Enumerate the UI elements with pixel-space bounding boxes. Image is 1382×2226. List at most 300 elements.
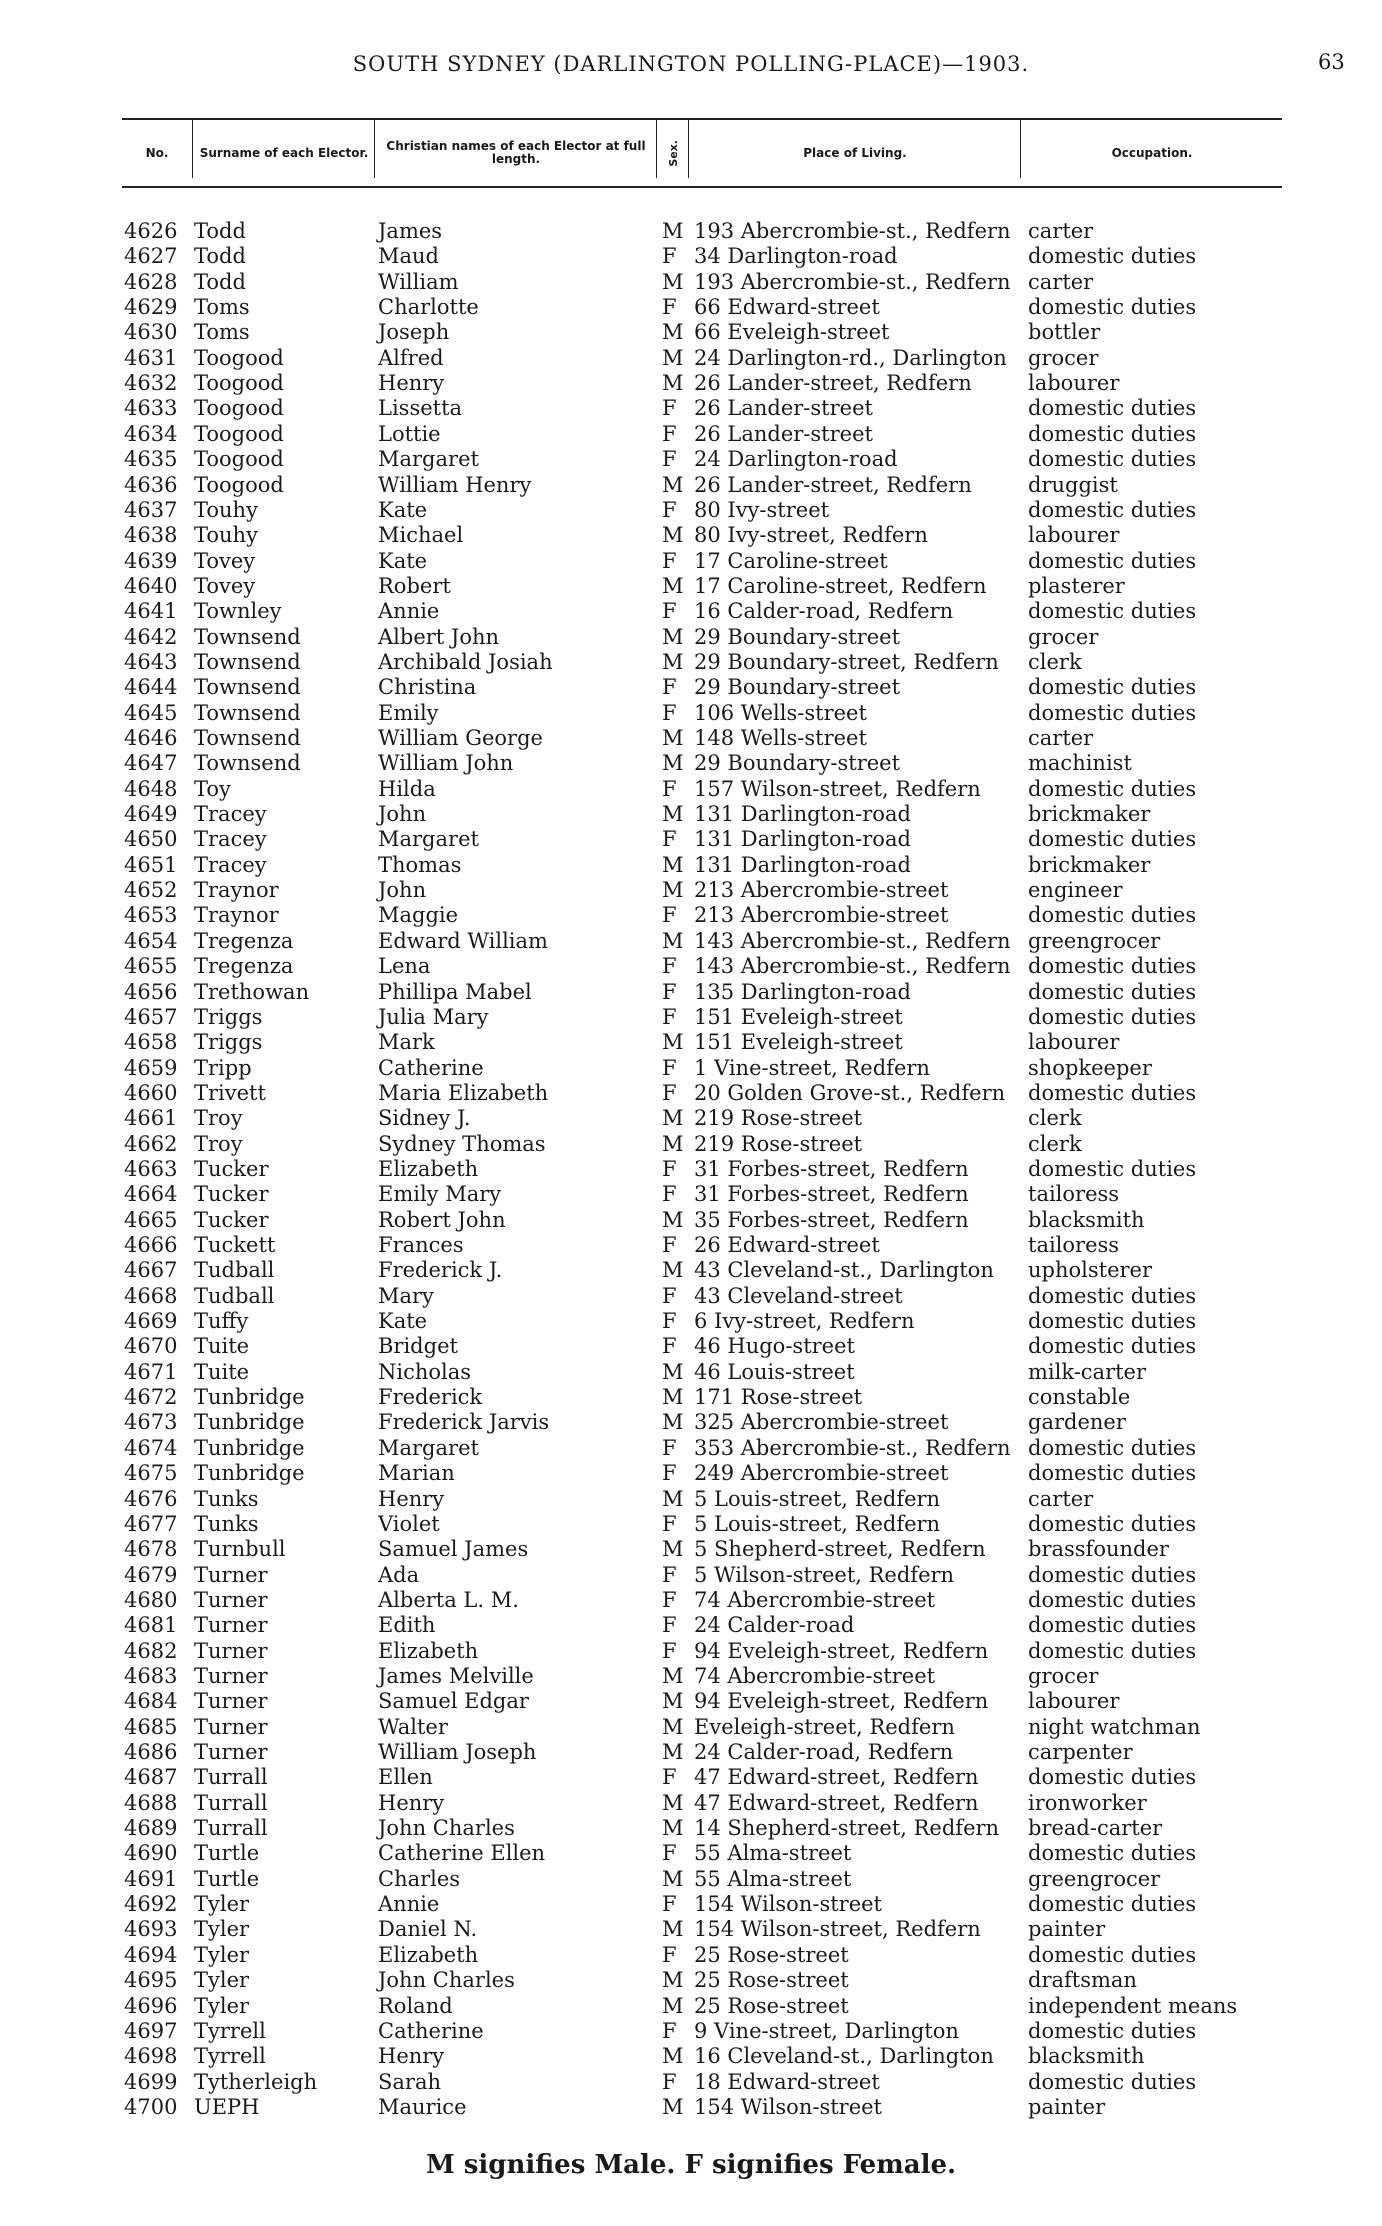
elector-sex: F [662, 1182, 677, 1207]
elector-christian-names: Henry [378, 371, 445, 396]
elector-christian-names: Phillipa Mabel [378, 979, 532, 1004]
table-row [0, 244, 1382, 269]
elector-surname: Tregenza [194, 954, 294, 979]
elector-occupation: domestic duties [1028, 1283, 1197, 1308]
elector-christian-names: Elizabeth [378, 1156, 479, 1181]
elector-place-of-living: 135 Darlington-road [694, 979, 911, 1004]
table-row [0, 1487, 1382, 1512]
elector-place-of-living: 74 Abercrombie-street [694, 1587, 936, 1612]
elector-place-of-living: 66 Edward-street [694, 295, 880, 320]
elector-sex: M [662, 573, 684, 598]
elector-place-of-living: 80 Ivy-street, Redfern [694, 523, 928, 548]
table-row [0, 1461, 1382, 1486]
elector-sex: F [662, 954, 677, 979]
table-row [0, 2044, 1382, 2069]
elector-christian-names: Archibald Josiah [378, 649, 553, 674]
elector-number: 4630 [124, 320, 178, 345]
elector-surname: Tudball [194, 1258, 275, 1283]
elector-place-of-living: 34 Darlington-road [694, 244, 898, 269]
elector-occupation: independent means [1028, 1993, 1238, 2018]
elector-place-of-living: 6 Ivy-street, Redfern [694, 1309, 915, 1334]
elector-place-of-living: 18 Edward-street [694, 2069, 880, 2094]
elector-occupation: domestic duties [1028, 548, 1197, 573]
elector-sex: M [662, 1131, 684, 1156]
elector-surname: Turner [194, 1613, 268, 1638]
table-row [0, 1233, 1382, 1258]
elector-occupation: domestic duties [1028, 447, 1197, 472]
elector-christian-names: Annie [378, 599, 440, 624]
table-row [0, 270, 1382, 295]
elector-christian-names: James Melville [378, 1663, 534, 1688]
elector-number: 4688 [124, 1790, 178, 1815]
table-row [0, 1512, 1382, 1537]
elector-place-of-living: 9 Vine-street, Darlington [694, 2018, 959, 2043]
elector-number: 4651 [124, 852, 178, 877]
elector-place-of-living: 46 Louis-street [694, 1359, 855, 1384]
elector-sex: M [662, 852, 684, 877]
table-row [0, 1867, 1382, 1892]
elector-number: 4697 [124, 2018, 178, 2043]
elector-place-of-living: 55 Alma-street [694, 1841, 852, 1866]
elector-place-of-living: 1 Vine-street, Redfern [694, 1055, 930, 1080]
elector-number: 4647 [124, 751, 178, 776]
elector-surname: Turtle [194, 1841, 260, 1866]
elector-occupation: domestic duties [1028, 903, 1197, 928]
elector-christian-names: Charlotte [378, 295, 479, 320]
elector-sex: F [662, 421, 677, 446]
table-row [0, 1943, 1382, 1968]
elector-christian-names: Margaret [378, 827, 479, 852]
elector-number: 4653 [124, 903, 178, 928]
elector-christian-names: Margaret [378, 1435, 479, 1460]
elector-place-of-living: 131 Darlington-road [694, 852, 911, 877]
elector-sex: F [662, 1613, 677, 1638]
elector-christian-names: Alberta L. M. [378, 1587, 519, 1612]
table-row [0, 498, 1382, 523]
elector-place-of-living: 154 Wilson-street [694, 1892, 882, 1917]
elector-sex: M [662, 1385, 684, 1410]
elector-occupation: brassfounder [1028, 1537, 1169, 1562]
elector-number: 4685 [124, 1714, 178, 1739]
table-row [0, 473, 1382, 498]
elector-occupation: domestic duties [1028, 1004, 1197, 1029]
elector-place-of-living: 213 Abercrombie-street [694, 903, 949, 928]
elector-christian-names: Emily Mary [378, 1182, 502, 1207]
elector-christian-names: Edith [378, 1613, 436, 1638]
elector-occupation: domestic duties [1028, 1638, 1197, 1663]
elector-number: 4678 [124, 1537, 178, 1562]
elector-number: 4696 [124, 1993, 178, 2018]
elector-sex: F [662, 447, 677, 472]
elector-number: 4669 [124, 1309, 178, 1334]
elector-number: 4683 [124, 1663, 178, 1688]
elector-christian-names: Marian [378, 1461, 455, 1486]
elector-surname: Troy [194, 1131, 243, 1156]
elector-place-of-living: 16 Cleveland-st., Darlington [694, 2044, 994, 2069]
elector-christian-names: Albert John [378, 624, 500, 649]
elector-number: 4684 [124, 1689, 178, 1714]
elector-sex: F [662, 776, 677, 801]
elector-occupation: blacksmith [1028, 2044, 1145, 2069]
elector-occupation: carter [1028, 269, 1094, 294]
elector-sex: F [662, 497, 677, 522]
elector-sex: M [662, 624, 684, 649]
elector-occupation: grocer [1028, 624, 1099, 649]
elector-number: 4643 [124, 649, 178, 674]
table-row [0, 1157, 1382, 1182]
elector-christian-names: Charles [378, 1866, 461, 1891]
elector-place-of-living: 143 Abercrombie-st., Redfern [694, 928, 1011, 953]
elector-number: 4626 [124, 219, 178, 243]
elector-sex: F [662, 1461, 677, 1486]
elector-surname: Tyler [194, 1917, 250, 1942]
elector-number: 4649 [124, 802, 178, 827]
table-row [0, 751, 1382, 776]
elector-number: 4692 [124, 1892, 178, 1917]
elector-place-of-living: 20 Golden Grove-st., Redfern [694, 1080, 1006, 1105]
elector-place-of-living: 66 Eveleigh-street [694, 320, 890, 345]
elector-occupation: domestic duties [1028, 954, 1197, 979]
elector-surname: Tucker [194, 1207, 269, 1232]
elector-occupation: domestic duties [1028, 1080, 1197, 1105]
elector-number: 4646 [124, 726, 178, 750]
table-header [122, 118, 1282, 188]
elector-occupation: carter [1028, 726, 1094, 750]
elector-surname: UEPH [194, 2094, 260, 2119]
elector-christian-names: Sydney Thomas [378, 1131, 546, 1156]
elector-number: 4673 [124, 1410, 178, 1435]
elector-surname: Turner [194, 1587, 268, 1612]
elector-sex: F [662, 1435, 677, 1460]
elector-sex: F [662, 827, 677, 852]
elector-sex: M [662, 269, 684, 294]
elector-christian-names: Nicholas [378, 1359, 472, 1384]
elector-place-of-living: 29 Boundary-street [694, 675, 901, 700]
elector-surname: Tracey [194, 827, 267, 852]
elector-sex: M [662, 1359, 684, 1384]
elector-christian-names: Henry [378, 1486, 445, 1511]
table-row [0, 903, 1382, 928]
elector-surname: Tuite [194, 1359, 250, 1384]
elector-surname: Touhy [194, 497, 258, 522]
elector-occupation: domestic duties [1028, 1461, 1197, 1486]
elector-surname: Tucker [194, 1156, 269, 1181]
table-row [0, 1563, 1382, 1588]
elector-place-of-living: 29 Boundary-street, Redfern [694, 649, 999, 674]
elector-christian-names: Catherine [378, 2018, 484, 2043]
elector-occupation: domestic duties [1028, 675, 1197, 700]
elector-number: 4660 [124, 1080, 178, 1105]
elector-place-of-living: 47 Edward-street, Redfern [694, 1790, 979, 1815]
elector-number: 4668 [124, 1283, 178, 1308]
elector-place-of-living: 25 Rose-street [694, 1942, 849, 1967]
elector-sex: M [662, 878, 684, 903]
table-row [0, 2019, 1382, 2044]
elector-surname: Tuffy [194, 1309, 249, 1334]
elector-number: 4679 [124, 1562, 178, 1587]
table-row [0, 1208, 1382, 1233]
elector-place-of-living: 151 Eveleigh-street [694, 1030, 903, 1055]
elector-sex: F [662, 295, 677, 320]
elector-place-of-living: 24 Calder-road, Redfern [694, 1740, 954, 1764]
elector-christian-names: Lissetta [378, 396, 463, 421]
elector-christian-names: Maurice [378, 2094, 467, 2119]
elector-number: 4642 [124, 624, 178, 649]
elector-sex: F [662, 396, 677, 421]
elector-christian-names: Robert John [378, 1207, 506, 1232]
elector-christian-names: John Charles [378, 1968, 515, 1993]
elector-surname: Tunbridge [194, 1435, 305, 1460]
elector-surname: Tunbridge [194, 1385, 305, 1410]
elector-sex: M [662, 1410, 684, 1435]
elector-surname: Tuite [194, 1334, 250, 1359]
elector-occupation: bread-carter [1028, 1816, 1163, 1841]
elector-christian-names: John [378, 878, 427, 903]
elector-sex: F [662, 700, 677, 725]
table-row [0, 1791, 1382, 1816]
elector-christian-names: Bridget [378, 1334, 458, 1359]
table-row [0, 1994, 1382, 2019]
elector-occupation: milk-carter [1028, 1359, 1147, 1384]
table-row [0, 777, 1382, 802]
elector-sex: M [662, 1030, 684, 1055]
elector-place-of-living: 17 Caroline-street, Redfern [694, 573, 987, 598]
elector-number: 4694 [124, 1942, 178, 1967]
elector-occupation: domestic duties [1028, 1435, 1197, 1460]
elector-surname: Triggs [194, 1030, 263, 1055]
elector-place-of-living: 26 Lander-street, Redfern [694, 472, 972, 497]
elector-number: 4659 [124, 1055, 178, 1080]
elector-occupation: domestic duties [1028, 421, 1197, 446]
elector-surname: Townsend [194, 624, 301, 649]
elector-surname: Turtle [194, 1866, 260, 1891]
elector-christian-names: Lena [378, 954, 431, 979]
elector-surname: Tunks [194, 1511, 259, 1536]
elector-place-of-living: 131 Darlington-road [694, 827, 911, 852]
elector-sex: F [662, 1765, 677, 1790]
elector-sex: M [662, 751, 684, 776]
table-row [0, 1689, 1382, 1714]
elector-surname: Tuckett [194, 1233, 276, 1257]
elector-place-of-living: 26 Lander-street [694, 421, 873, 446]
elector-occupation: carter [1028, 1486, 1094, 1511]
elector-number: 4648 [124, 776, 178, 801]
elector-surname: Turner [194, 1689, 268, 1714]
elector-place-of-living: 26 Edward-street [694, 1233, 880, 1257]
elector-number: 4628 [124, 269, 178, 294]
table-row [0, 929, 1382, 954]
elector-place-of-living: 325 Abercrombie-street [694, 1410, 949, 1435]
elector-surname: Turnbull [194, 1537, 286, 1562]
sex-legend-footer: M signifies Male. F signifies Female. [425, 2150, 957, 2180]
elector-number: 4640 [124, 573, 178, 598]
elector-occupation: domestic duties [1028, 979, 1197, 1004]
elector-surname: Turrall [194, 1816, 268, 1841]
table-row [0, 346, 1382, 371]
header-place-of-living: Place of Living. [803, 145, 907, 160]
elector-number: 4656 [124, 979, 178, 1004]
elector-number: 4670 [124, 1334, 178, 1359]
elector-occupation: labourer [1028, 371, 1120, 396]
elector-christian-names: Samuel James [378, 1537, 529, 1562]
elector-number: 4661 [124, 1106, 178, 1131]
elector-place-of-living: 94 Eveleigh-street, Redfern [694, 1689, 989, 1714]
table-row [0, 625, 1382, 650]
elector-christian-names: Robert [378, 573, 451, 598]
elector-occupation: domestic duties [1028, 2069, 1197, 2094]
elector-surname: Tytherleigh [194, 2069, 318, 2094]
elector-surname: Toms [194, 320, 250, 345]
elector-surname: Toogood [194, 447, 284, 472]
elector-place-of-living: 5 Wilson-street, Redfern [694, 1562, 955, 1587]
elector-christian-names: Frances [378, 1233, 464, 1257]
table-row [0, 523, 1382, 548]
table-row [0, 1841, 1382, 1866]
table-row [0, 675, 1382, 700]
elector-surname: Tudball [194, 1283, 275, 1308]
elector-christian-names: Joseph [378, 320, 450, 345]
elector-sex: F [662, 903, 677, 928]
elector-surname: Tovey [194, 548, 256, 573]
elector-occupation: domestic duties [1028, 1156, 1197, 1181]
elector-occupation: labourer [1028, 1689, 1120, 1714]
elector-surname: Toogood [194, 396, 284, 421]
elector-number: 4636 [124, 472, 178, 497]
elector-occupation: greengrocer [1028, 928, 1161, 953]
elector-surname: Tripp [194, 1055, 252, 1080]
elector-number: 4690 [124, 1841, 178, 1866]
elector-place-of-living: 26 Lander-street [694, 396, 873, 421]
header-sex-label: Sex. [666, 139, 680, 167]
elector-sex: F [662, 1309, 677, 1334]
table-row [0, 574, 1382, 599]
elector-occupation: domestic duties [1028, 599, 1197, 624]
elector-place-of-living: 193 Abercrombie-st., Redfern [694, 269, 1011, 294]
elector-surname: Tyler [194, 1892, 250, 1917]
elector-sex: F [662, 1283, 677, 1308]
elector-christian-names: William Henry [378, 472, 532, 497]
elector-occupation: painter [1028, 1917, 1106, 1942]
elector-surname: Turrall [194, 1790, 268, 1815]
elector-place-of-living: 154 Wilson-street, Redfern [694, 1917, 981, 1942]
elector-surname: Turner [194, 1663, 268, 1688]
column-divider [1020, 120, 1021, 178]
elector-number: 4695 [124, 1968, 178, 1993]
elector-occupation: labourer [1028, 1030, 1120, 1055]
elector-sex: F [662, 548, 677, 573]
table-row [0, 1284, 1382, 1309]
elector-occupation: domestic duties [1028, 497, 1197, 522]
elector-sex: F [662, 1638, 677, 1663]
elector-place-of-living: 5 Shepherd-street, Redfern [694, 1537, 986, 1562]
elector-surname: Todd [194, 219, 246, 243]
elector-place-of-living: 213 Abercrombie-street [694, 878, 949, 903]
elector-occupation: constable [1028, 1385, 1131, 1410]
elector-number: 4666 [124, 1233, 178, 1257]
elector-number: 4657 [124, 1004, 178, 1029]
elector-occupation: domestic duties [1028, 1309, 1197, 1334]
table-row [0, 1740, 1382, 1765]
elector-number: 4675 [124, 1461, 178, 1486]
elector-number: 4687 [124, 1765, 178, 1790]
elector-christian-names: Henry [378, 2044, 445, 2069]
elector-christian-names: William George [378, 726, 543, 750]
elector-sex: M [662, 2044, 684, 2069]
elector-occupation: domestic duties [1028, 700, 1197, 725]
elector-place-of-living: 154 Wilson-street [694, 2094, 882, 2119]
elector-sex: M [662, 1207, 684, 1232]
table-row [0, 371, 1382, 396]
page-number: 63 [1318, 50, 1345, 74]
elector-christian-names: Ada [378, 1562, 420, 1587]
elector-christian-names: Frederick [378, 1385, 483, 1410]
table-row [0, 827, 1382, 852]
elector-christian-names: John Charles [378, 1816, 515, 1841]
elector-christian-names: Sidney J. [378, 1106, 471, 1131]
elector-place-of-living: 219 Rose-street [694, 1131, 863, 1156]
elector-surname: Toogood [194, 371, 284, 396]
elector-place-of-living: 143 Abercrombie-st., Redfern [694, 954, 1011, 979]
table-row [0, 1360, 1382, 1385]
elector-occupation: upholsterer [1028, 1258, 1153, 1283]
elector-sex: M [662, 472, 684, 497]
table-row [0, 1410, 1382, 1435]
elector-occupation: clerk [1028, 649, 1082, 674]
elector-occupation: night watchman [1028, 1714, 1201, 1739]
elector-place-of-living: 74 Abercrombie-street [694, 1663, 936, 1688]
column-divider [192, 120, 193, 178]
elector-surname: Tunks [194, 1486, 259, 1511]
elector-place-of-living: 47 Edward-street, Redfern [694, 1765, 979, 1790]
table-row [0, 1436, 1382, 1461]
elector-christian-names: Alfred [378, 345, 444, 370]
elector-sex: M [662, 1689, 684, 1714]
elector-christian-names: William [378, 269, 459, 294]
elector-number: 4681 [124, 1613, 178, 1638]
elector-occupation: labourer [1028, 523, 1120, 548]
elector-place-of-living: 24 Darlington-road [694, 447, 898, 472]
elector-surname: Tyrrell [194, 2044, 266, 2069]
elector-sex: M [662, 1486, 684, 1511]
elector-sex: M [662, 345, 684, 370]
table-row [0, 1385, 1382, 1410]
elector-occupation: bottler [1028, 320, 1101, 345]
table-row [0, 1892, 1382, 1917]
elector-place-of-living: 31 Forbes-street, Redfern [694, 1182, 969, 1207]
elector-occupation: ironworker [1028, 1790, 1147, 1815]
elector-place-of-living: 171 Rose-street [694, 1385, 863, 1410]
elector-occupation: domestic duties [1028, 827, 1197, 852]
elector-number: 4635 [124, 447, 178, 472]
elector-number: 4698 [124, 2044, 178, 2069]
elector-surname: Townsend [194, 726, 301, 750]
table-row [0, 1106, 1382, 1131]
elector-christian-names: Daniel N. [378, 1917, 478, 1942]
elector-place-of-living: 193 Abercrombie-st., Redfern [694, 219, 1011, 243]
elector-surname: Toogood [194, 472, 284, 497]
elector-surname: Tyrrell [194, 2018, 266, 2043]
elector-number: 4655 [124, 954, 178, 979]
elector-surname: Traynor [194, 903, 279, 928]
elector-place-of-living: 35 Forbes-street, Redfern [694, 1207, 969, 1232]
elector-number: 4664 [124, 1182, 178, 1207]
elector-sex: M [662, 523, 684, 548]
elector-number: 4627 [124, 244, 178, 269]
elector-sex: M [662, 649, 684, 674]
elector-number: 4629 [124, 295, 178, 320]
elector-sex: F [662, 1156, 677, 1181]
column-divider [688, 120, 689, 178]
